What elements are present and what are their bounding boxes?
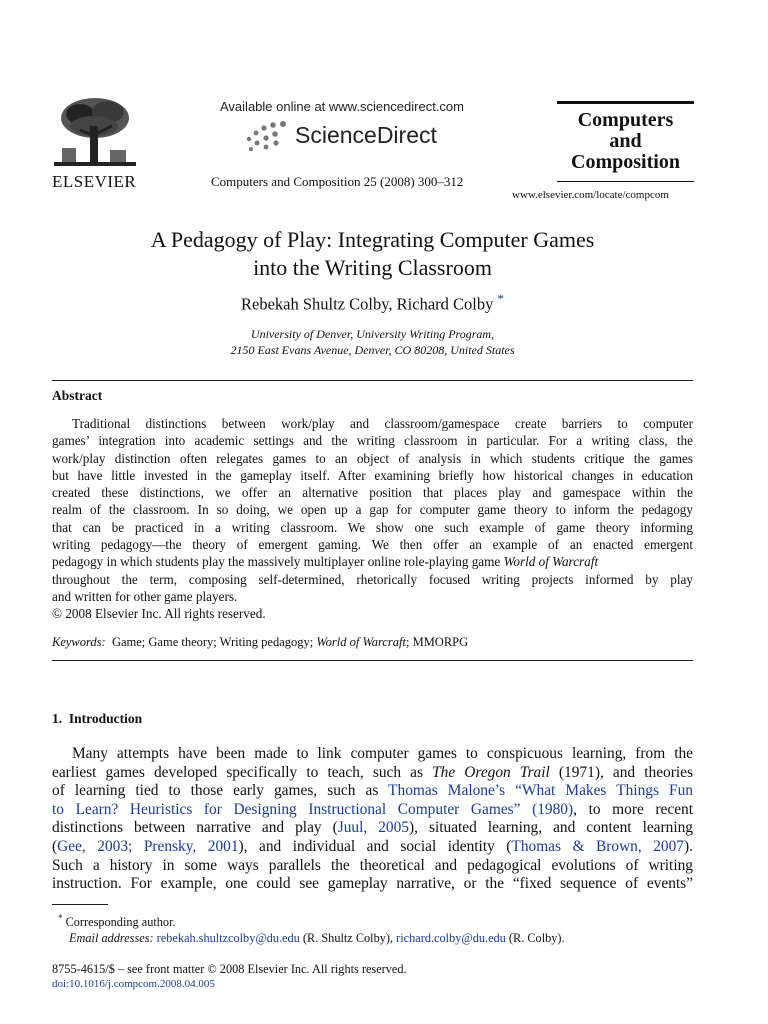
- sciencedirect-wordmark: ScienceDirect: [295, 122, 437, 148]
- journal-title-line-1: Computers: [577, 109, 674, 131]
- intro-line: Such a history in some ways parallels the theoretical and pedagogical evolutions of writing: [52, 856, 693, 874]
- article-title-line-2: into the Writing Classroom: [253, 255, 492, 280]
- abstract-line: Traditional distinctions between work/play and classroom/gamespace create barriers to computer: [72, 416, 693, 431]
- footnote: [52, 910, 565, 946]
- front-matter: [52, 962, 407, 992]
- intro-line: [52, 782, 693, 801]
- email-owner: (R. Shultz Colby),: [302, 931, 394, 946]
- abstract-line-text: pedagogy in which students play the massively multiplayer online role-playing game: [52, 554, 501, 570]
- keywords-italic: World of Warcraft: [316, 635, 406, 649]
- footnote-mark: *: [58, 913, 63, 923]
- intro-text: (: [52, 837, 58, 855]
- intro-text: distinctions between narrative and play (: [52, 819, 338, 837]
- abstract-line: created these distinctions, we offer an alternative position that places play and gamespace within the: [52, 485, 693, 501]
- email-link-colby[interactable]: richard.colby@du.edu: [396, 931, 506, 946]
- abstract-line: throughout the term, composing self-determined, rhetorically focused writing projects informed by play: [52, 571, 693, 587]
- abstract-heading: Abstract: [52, 388, 103, 403]
- citation-link-juul[interactable]: Juul, 2005: [337, 819, 409, 837]
- journal-title-line-3: Composition: [571, 151, 680, 173]
- intro-text: , to more recent: [573, 800, 694, 818]
- keywords: [52, 635, 468, 650]
- affiliation-line-1: University of Denver, University Writing Program,: [250, 327, 495, 341]
- intro-text: earliest games developed specifically to teach, such as: [52, 763, 423, 781]
- abstract-bottom-rule: [52, 660, 693, 661]
- abstract-line: and written for other game players.: [52, 588, 238, 604]
- introduction-body: [52, 745, 693, 894]
- authors-text: Rebekah Shultz Colby, Richard Colby: [241, 294, 494, 314]
- intro-line: instruction. For example, one could see gameplay narrative, or the “fixed sequence of events”: [52, 875, 693, 893]
- issn-line: 8755-4615/$ – see front matter © 2008 Elsevier Inc. All rights reserved.: [52, 962, 407, 976]
- footnote-rule: [52, 904, 108, 905]
- intro-line: [52, 801, 693, 820]
- journal-title-box: [557, 101, 694, 182]
- intro-text: ).: [684, 837, 693, 855]
- email-link-shultz-colby[interactable]: rebekah.shultzcolby@du.edu: [156, 931, 300, 946]
- footnote-text: Corresponding author.: [65, 915, 176, 930]
- abstract-line: work/play distinction often relegates games to an object of analysis in which students critique the games: [52, 450, 693, 466]
- doi-link[interactable]: doi:10.1016/j.compcom.2008.04.005: [52, 978, 215, 990]
- abstract-copyright: © 2008 Elsevier Inc. All rights reserved.: [52, 606, 266, 622]
- affiliation-line-2: 2150 East Evans Avenue, Denver, CO 80208, United States: [230, 343, 515, 357]
- intro-line: [52, 819, 693, 838]
- elsevier-logo: [50, 96, 140, 174]
- journal-url[interactable]: www.elsevier.com/locate/compcom: [512, 189, 669, 201]
- citation-link-malone[interactable]: Thomas Malone’s “What Makes Things Fun: [388, 782, 693, 800]
- citation-link-gee-prensky[interactable]: Gee, 2003; Prensky, 2001: [57, 837, 239, 855]
- abstract-line: [52, 553, 693, 570]
- affiliation: [52, 326, 693, 358]
- intro-line: [52, 764, 693, 783]
- abstract-line: that can be practiced in a writing classroom. We show one such example of game theory informing: [52, 519, 693, 535]
- citation-link-malone-cont[interactable]: to Learn? Heuristics for Designing Instructional Computer Games” (1980): [52, 800, 574, 818]
- keywords-text: Game; Game theory; Writing pedagogy;: [111, 635, 314, 649]
- article-title: [52, 226, 693, 282]
- abstract-wow-title: World of Warcraft: [503, 554, 599, 570]
- abstract-line: realm of the classroom. In so doing, we open up a gap for computer game theory to inform the pedagogy: [52, 502, 693, 518]
- keywords-text-end: ; MMORPG: [405, 635, 469, 649]
- abstract-line: games’ integration into academic settings and the writing classroom in particular. For a writing class, the: [52, 433, 693, 449]
- intro-line: Many attempts have been made to link computer games to conspicuous learning, from the: [72, 745, 693, 762]
- oregon-trail-title: The Oregon Trail: [432, 763, 550, 781]
- sciencedirect-dots-icon: [243, 119, 293, 153]
- journal-title-line-2: and: [609, 130, 642, 152]
- section-heading-introduction: 1. Introduction: [52, 711, 143, 726]
- footnote-emails: [52, 930, 565, 946]
- abstract-body: [52, 415, 693, 623]
- intro-line: [52, 838, 693, 857]
- authors: [52, 291, 693, 315]
- email-label: Email addresses:: [69, 931, 154, 946]
- abstract-line: but have little invested in the gameplay itself. After examining briefly how historical changes in education: [52, 467, 693, 483]
- elsevier-tree-icon: [50, 96, 140, 174]
- intro-text: ), situated learning, and content learning: [409, 819, 693, 837]
- footnote-corresponding: [52, 910, 565, 930]
- intro-text: ), and individual and social identity (: [238, 837, 512, 855]
- keywords-label: Keywords:: [52, 635, 106, 649]
- abstract-line: writing pedagogy—the theory of emergent gaming. We then offer an example of an enacted emergent: [52, 537, 693, 553]
- intro-text: (1971), and theories: [558, 763, 693, 781]
- citation-link-thomas-brown[interactable]: Thomas & Brown, 2007: [511, 837, 685, 855]
- available-online-text: Available online at www.sciencedirect.com: [220, 99, 464, 114]
- article-title-line-1: A Pedagogy of Play: Integrating Computer Games: [150, 227, 595, 252]
- abstract-top-rule: [52, 380, 693, 381]
- intro-text: of learning tied to those early games, such as: [52, 782, 379, 800]
- corresponding-author-mark[interactable]: *: [497, 291, 504, 306]
- email-owner: (R. Colby).: [508, 931, 565, 946]
- publisher-name: ELSEVIER: [52, 172, 137, 191]
- journal-citation: Computers and Composition 25 (2008) 300–312: [211, 174, 464, 189]
